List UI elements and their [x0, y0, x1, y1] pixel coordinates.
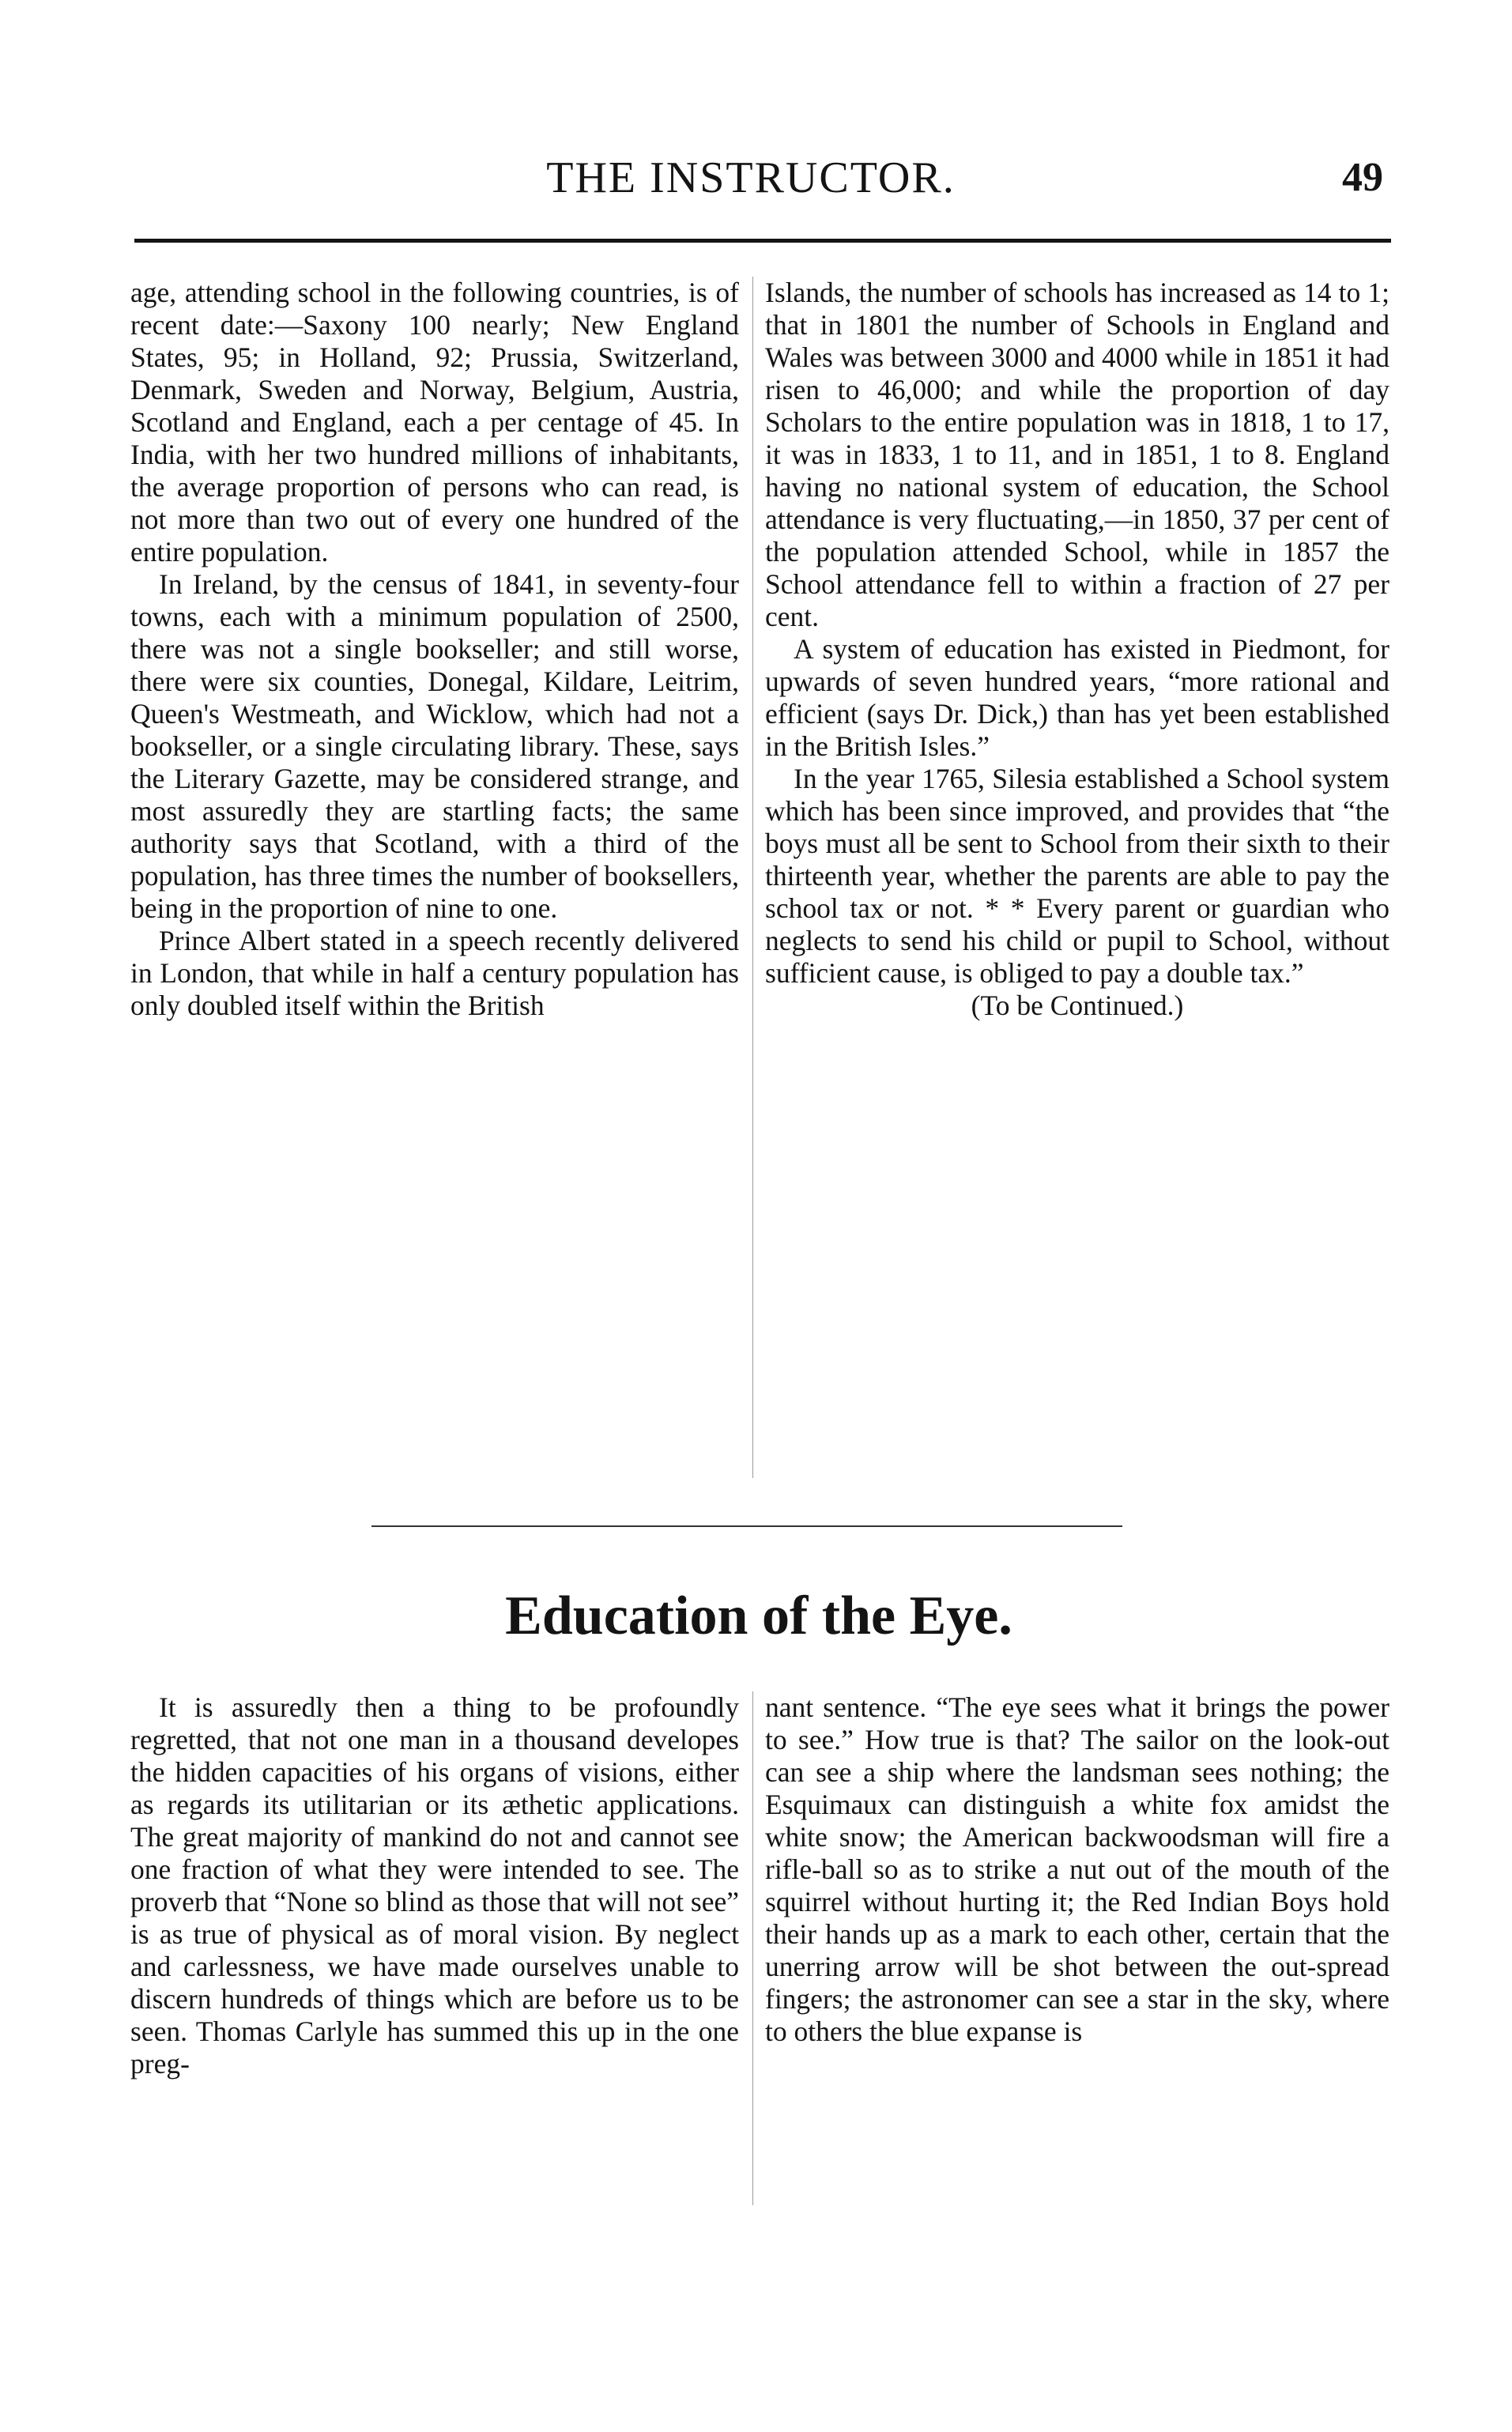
article-top-column-left	[130, 277, 739, 1022]
column-divider	[752, 277, 753, 1478]
article-top-column-right	[765, 277, 1389, 1022]
column-divider	[752, 1691, 753, 2205]
paragraph: It is assuredly then a thing to be profoundly regretted, that not one man in a thousand developes the hidden capacities of his organs of visions, either as regards its utilitarian or its æthetic applications. The great majority of mankind do not and cannot see one fraction of what they were intended to see. The proverb that “None so blind as those that will not see” is as true of physical as of moral vision. By neglect and carlessness, we have made ourselves unable to discern hundreds of things which are before us to be seen. Thomas Carlyle has summed this up in the one preg-	[130, 1691, 739, 2079]
article-bottom-column-right	[765, 1691, 1389, 2048]
paragraph: In Ireland, by the census of 1841, in seventy-four towns, each with a minimum population of 2500, there was not a single bookseller; and still worse, there were six counties, Donegal, Kildare, Leitrim, Queen's Westmeath, and Wicklow, which had not a bookseller, or a single circulating library. These, says the Literary Gazette, may be considered strange, and most assuredly they are startling facts; the same authority says that Scotland, with a third of the population, has three times the number of booksellers, being in the proportion of nine to one.	[130, 568, 739, 924]
article-bottom-column-left	[130, 1691, 739, 2080]
article-heading: Education of the Eye.	[505, 1586, 1012, 1646]
paragraph: A system of education has existed in Piedmont, for upwards of seven hundred years, “more rational and efficient (says Dr. Dick,) than has yet been established in the British Isles.”	[765, 633, 1389, 762]
page-number: 49	[1342, 155, 1383, 200]
paragraph: Islands, the number of schools has increased as 14 to 1; that in 1801 the number of Schools in England and Wales was between 3000 and 4000 while in 1851 it had risen to 46,000; and while the proportion of day Scholars to the entire population was in 1818, 1 to 17, it was in 1833, 1 to 11, and in 1851, 1 to 8. England having no national system of education, the School attendance is very fluctuating,—in 1850, 37 per cent of the population attended School, while in 1857 the School attendance fell to within a fraction of 27 per cent.	[765, 277, 1389, 632]
header-rule	[134, 239, 1391, 243]
paragraph: nant sentence. “The eye sees what it brings the power to see.” How true is that? The sailor on the look-out can see a ship where the landsman sees nothing; the Esquimaux can distinguish a white fox amidst the white snow; the American backwoodsman will fire a rifle-ball so as to strike a nut out of the mouth of the squirrel without hurting it; the Red Indian Boys hold their hands up as a mark to each other, certain that the unerring arrow will be shot between the out-spread fingers; the astronomer can see a star in the sky, where to others the blue expanse is	[765, 1691, 1389, 2047]
running-title: THE INSTRUCTOR.	[546, 153, 956, 202]
paragraph: age, attending school in the following countries, is of recent date:—Saxony 100 nearly; New England States, 95; in Holland, 92; Prussia, Switzerland, Denmark, Sweden and Norway, Belgium, Austria, Scotland and England, each a per centage of 45. In India, with her two hundred millions of inhabitants, the average proportion of persons who can read, is not more than two out of every one hundred of the entire population.	[130, 277, 739, 567]
paragraph: Prince Albert stated in a speech recently delivered in London, that while in half a century population has only doubled itself within the British	[130, 925, 739, 1021]
continued-note: (To be Continued.)	[971, 990, 1184, 1021]
section-divider-rule	[371, 1525, 1122, 1527]
paragraph: In the year 1765, Silesia established a School system which has been since improved, and provides that “the boys must all be sent to School from their sixth to their thirteenth year, whether the parents are able to pay the school tax or not. * * Every parent or guardian who neglects to send his child or pupil to School, without sufficient cause, is obliged to pay a double tax.”	[765, 763, 1389, 989]
running-head	[119, 150, 1383, 205]
